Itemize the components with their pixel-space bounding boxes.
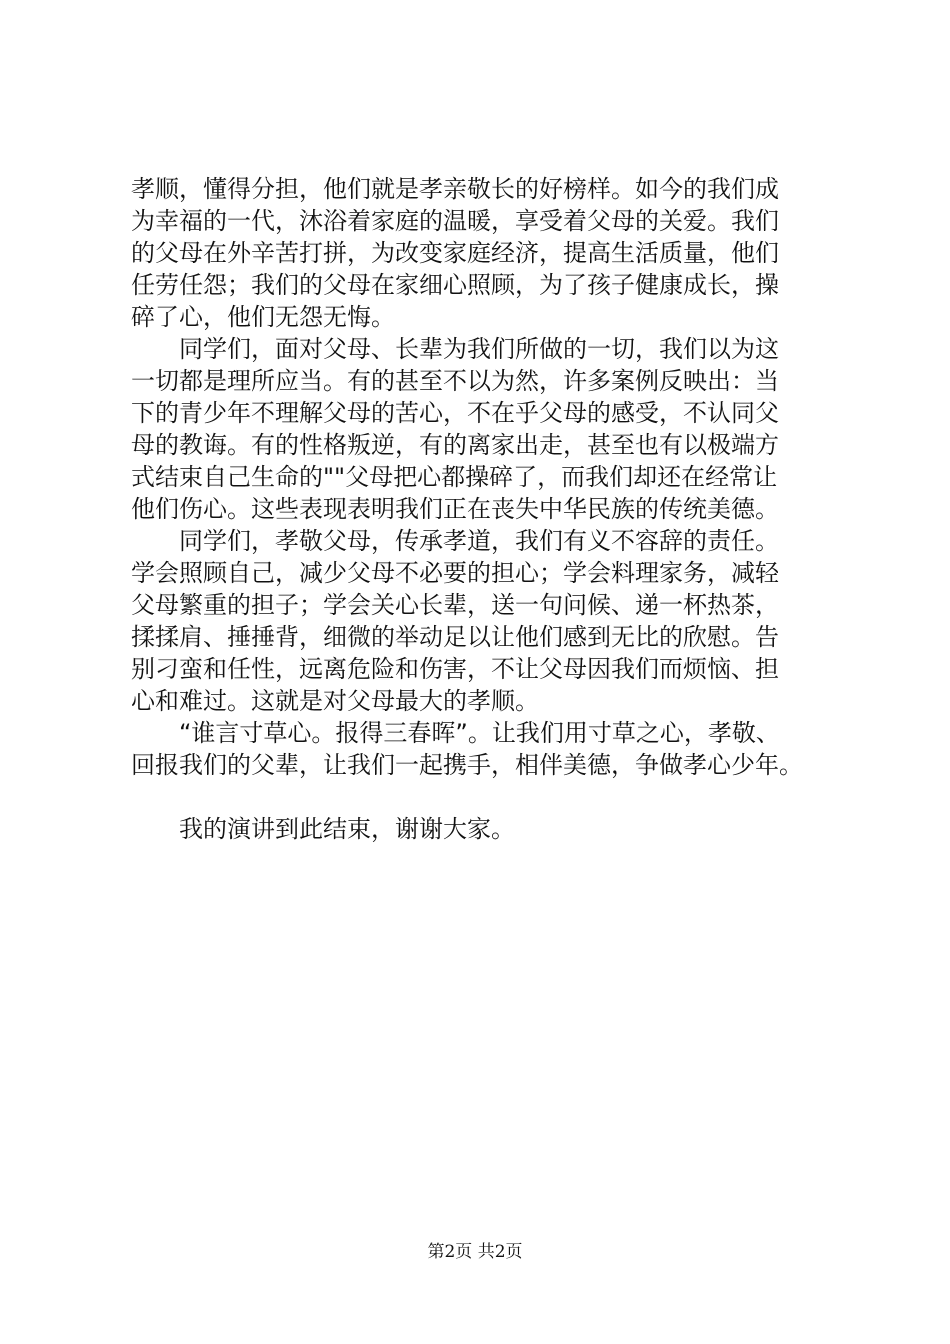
text-line: 为幸福的一代，沐浴着家庭的温暖，享受着父母的关爱。我们 xyxy=(131,207,779,235)
text-line: 学会照顾自己，减少父母不必要的担心；学会料理家务，减轻 xyxy=(131,559,779,587)
text-line: “谁言寸草心。报得三春晖”。让我们用寸草之心，孝敬、 xyxy=(131,719,780,747)
text-line: 别刁蛮和任性，远离危险和伤害，不让父母因我们而烦恼、担 xyxy=(131,655,779,683)
text-line: 同学们，孝敬父母，传承孝道，我们有义不容辞的责任。 xyxy=(131,527,779,555)
text-line: 任劳任怨；我们的父母在家细心照顾，为了孩子健康成长，操 xyxy=(131,271,779,299)
text-line: 式结束自己生命的""父母把心都操碎了，而我们却还在经常让 xyxy=(131,463,778,491)
closing-line: 我的演讲到此结束，谢谢大家。 xyxy=(131,815,515,843)
text-line: 揉揉肩、捶捶背，细微的举动足以让他们感到无比的欣慰。告 xyxy=(131,623,779,651)
text-line: 他们伤心。这些表现表明我们正在丧失中华民族的传统美德。 xyxy=(131,495,779,523)
text-line: 一切都是理所应当。有的甚至不以为然，许多案例反映出：当 xyxy=(131,367,779,395)
text-line: 母的教诲。有的性格叛逆，有的离家出走，甚至也有以极端方 xyxy=(131,431,779,459)
text-line: 心和难过。这就是对父母最大的孝顺。 xyxy=(131,687,539,715)
text-line: 碎了心，他们无怨无悔。 xyxy=(131,303,395,331)
text-line: 同学们，面对父母、长辈为我们所做的一切，我们以为这 xyxy=(131,335,779,363)
text-line: 孝顺，懂得分担，他们就是孝亲敬长的好榜样。如今的我们成 xyxy=(131,175,779,203)
text-line: 下的青少年不理解父母的苦心，不在乎父母的感受，不认同父 xyxy=(131,399,779,427)
text-line: 父母繁重的担子；学会关心长辈，送一句问候、递一杯热茶， xyxy=(131,591,779,619)
text-line: 回报我们的父辈，让我们一起携手，相伴美德，争做孝心少年。 xyxy=(131,751,803,779)
text-line: 的父母在外辛苦打拼，为改变家庭经济，提高生活质量，他们 xyxy=(131,239,779,267)
page-footer: 第2页 共2页 xyxy=(427,1242,523,1262)
